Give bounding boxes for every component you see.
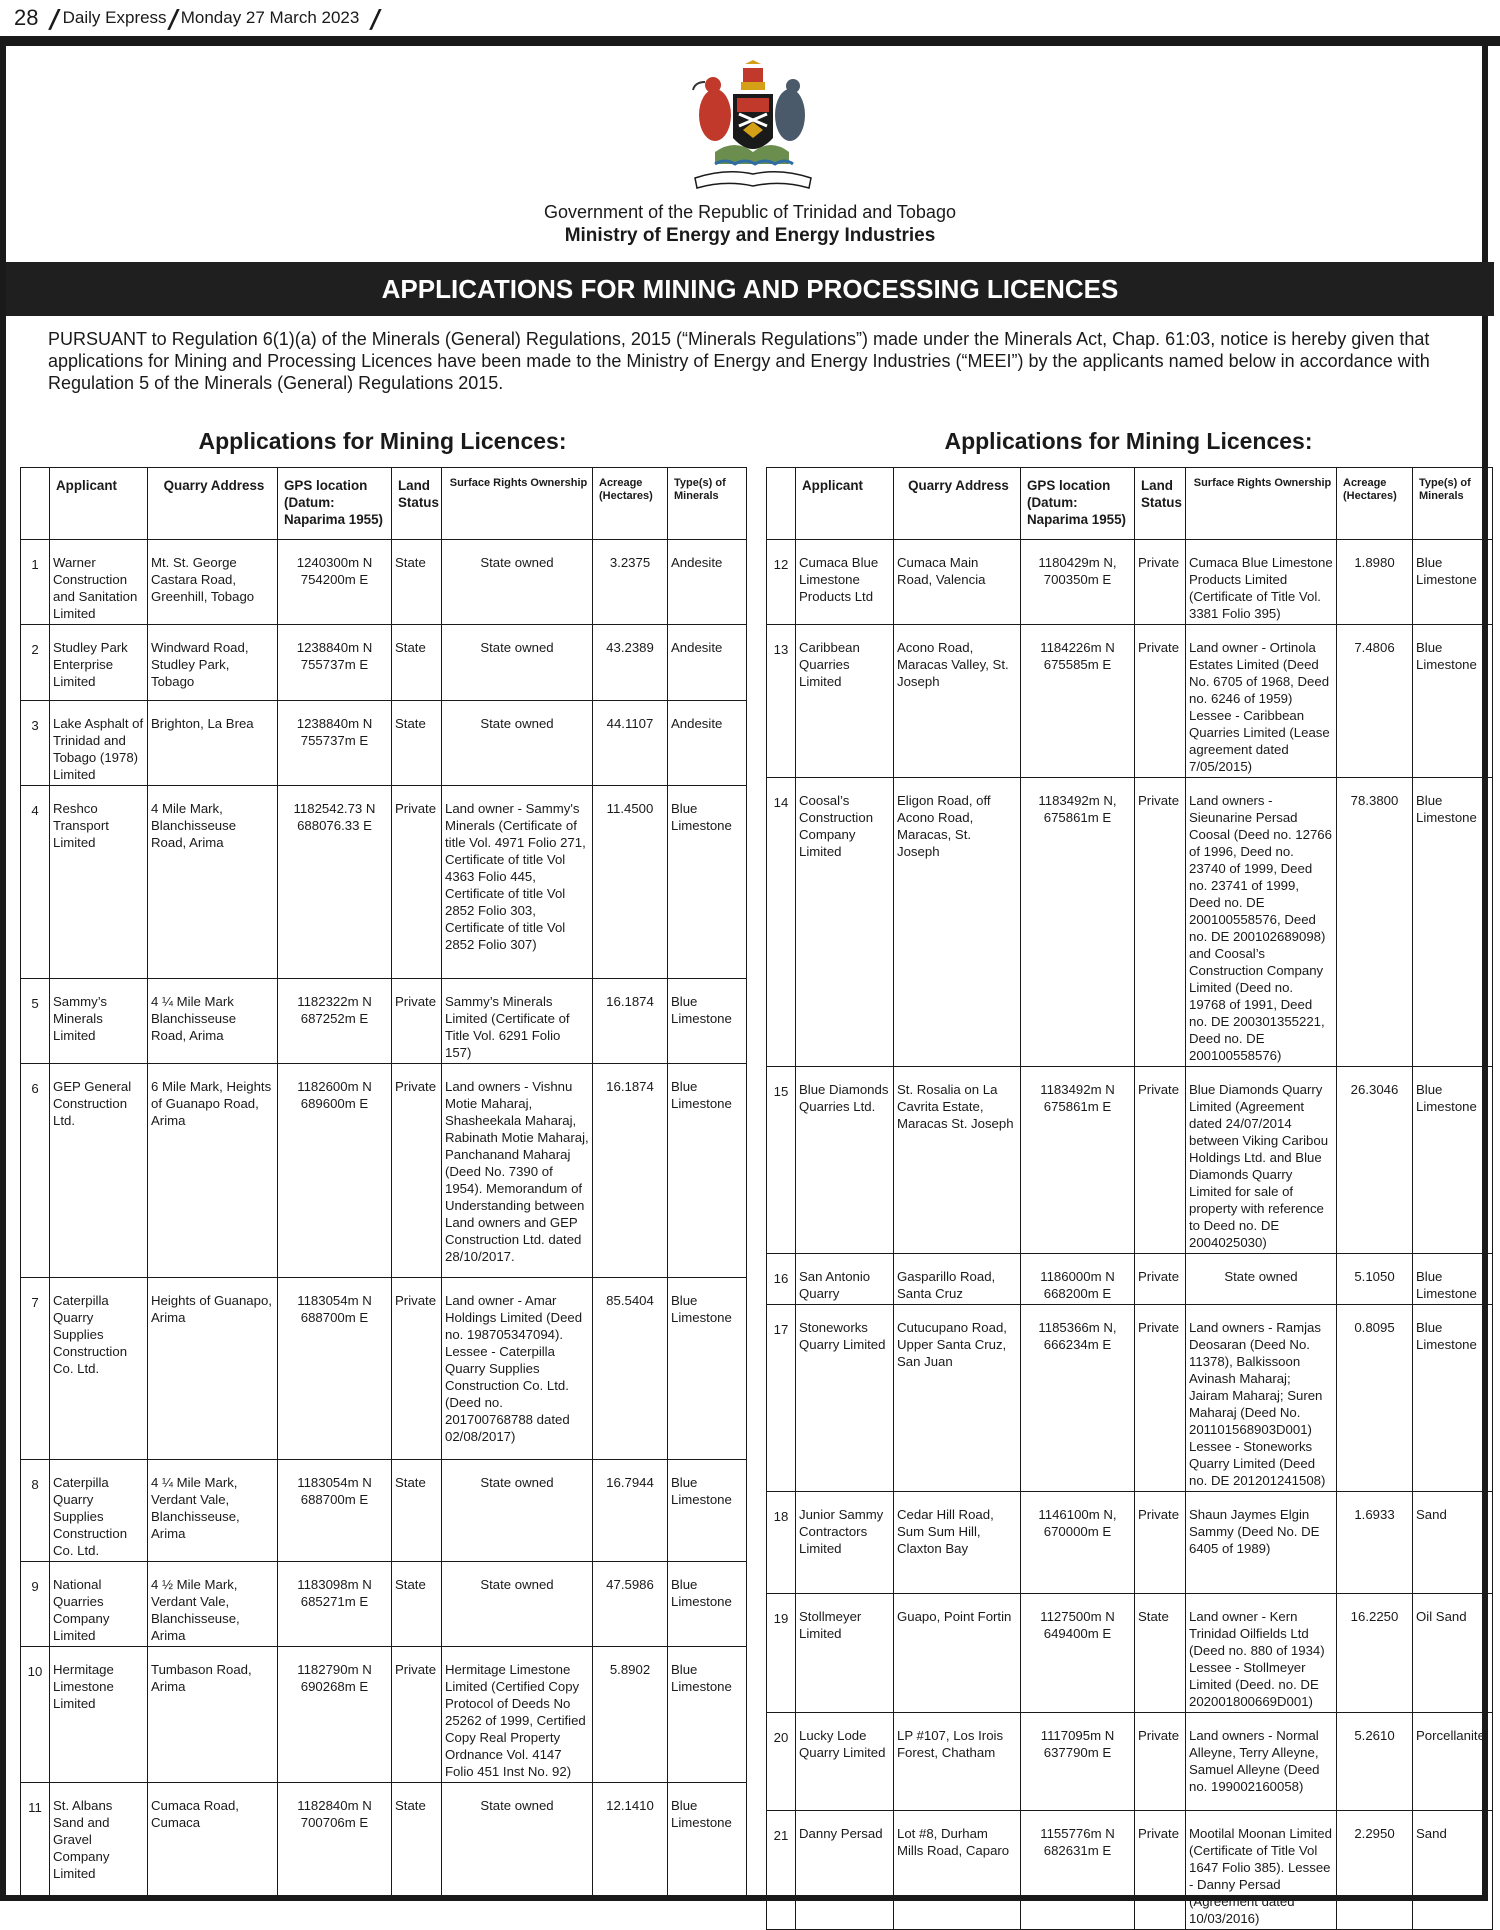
- table-row: [767, 1254, 1493, 1305]
- col-minerals: Type(s) of Minerals: [1413, 468, 1493, 540]
- acreage-cell: 11.4500: [593, 786, 668, 979]
- minerals-cell: Blue Limestone: [1413, 1067, 1493, 1254]
- row-number: 5: [21, 979, 50, 1064]
- surface-rights-cell: Land owners - Sieunarine Persad Coosal (Deed no. 12766 of 1996, Deed no. 23740 of 1999, Deed no. 23741 of 1999, Deed no. DE 200100558576, Deed no. DE 200102689098) and Coosal’s Construction Company Limited (Deed no. 19768 of 1991, Deed no. DE 200301355221, Deed no. DE 200100558576): [1186, 778, 1337, 1067]
- gps-cell: 1240300m N 754200m E: [278, 540, 392, 625]
- land-status-cell: Private: [1135, 1067, 1186, 1254]
- land-status-cell: Private: [1135, 1254, 1186, 1305]
- gps-cell: 1180429m N, 700350m E: [1021, 540, 1135, 625]
- applicant-cell: Reshco Transport Limited: [50, 786, 148, 979]
- address-cell: Cedar Hill Road, Sum Sum Hill, Claxton Bay: [894, 1492, 1021, 1594]
- surface-rights-cell: State owned: [442, 1562, 593, 1647]
- right-section-title: Applications for Mining Licences:: [944, 428, 1313, 454]
- applicant-cell: Lake Asphalt of Trinidad and Tobago (1978) Limited: [50, 701, 148, 786]
- publication-name: Daily Express: [62, 8, 167, 27]
- row-number: 2: [21, 625, 50, 701]
- surface-rights-cell: Cumaca Blue Limestone Products Limited (Certificate of Title Vol. 3381 Folio 395): [1186, 540, 1337, 625]
- row-number: 3: [21, 701, 50, 786]
- surface-rights-cell: Sammy’s Minerals Limited (Certificate of Title Vol. 6291 Folio 157): [442, 979, 593, 1064]
- col-surface-rights: Surface Rights Ownership: [1186, 468, 1337, 540]
- masthead: [0, 0, 1500, 36]
- col-number: [767, 468, 796, 540]
- col-applicant: Applicant: [50, 468, 148, 540]
- land-status-cell: Private: [1135, 1713, 1186, 1811]
- land-status-cell: State: [1135, 1594, 1186, 1713]
- table-row: [21, 786, 747, 979]
- minerals-cell: Blue Limestone: [668, 1647, 747, 1783]
- surface-rights-cell: State owned: [442, 1783, 593, 1900]
- minerals-cell: Blue Limestone: [1413, 1254, 1493, 1305]
- acreage-cell: 16.7944: [593, 1460, 668, 1562]
- row-number: 6: [21, 1064, 50, 1278]
- gps-cell: 1182600m N 689600m E: [278, 1064, 392, 1278]
- slash-icon: |: [46, 5, 65, 30]
- acreage-cell: 16.1874: [593, 1064, 668, 1278]
- applicant-cell: Lucky Lode Quarry Limited: [796, 1713, 894, 1811]
- applicant-cell: National Quarries Company Limited: [50, 1562, 148, 1647]
- address-cell: 6 Mile Mark, Heights of Guanapo Road, Arima: [148, 1064, 278, 1278]
- address-cell: Cutucupano Road, Upper Santa Cruz, San Juan: [894, 1305, 1021, 1492]
- minerals-cell: Blue Limestone: [668, 1064, 747, 1278]
- col-gps: GPS location (Datum: Naparima 1955): [1021, 468, 1135, 540]
- acreage-cell: 3.2375: [593, 540, 668, 625]
- address-cell: 4 ¼ Mile Mark, Verdant Vale, Blanchisseuse, Arima: [148, 1460, 278, 1562]
- applicant-cell: Caribbean Quarries Limited: [796, 625, 894, 778]
- minerals-cell: Sand: [1413, 1492, 1493, 1594]
- col-address: Quarry Address: [894, 468, 1021, 540]
- acreage-cell: 85.5404: [593, 1278, 668, 1460]
- row-number: 18: [767, 1492, 796, 1594]
- address-cell: Cumaca Main Road, Valencia: [894, 540, 1021, 625]
- gps-cell: 1182840m N 700706m E: [278, 1783, 392, 1900]
- land-status-cell: State: [392, 701, 442, 786]
- minerals-cell: Blue Limestone: [668, 786, 747, 979]
- gps-cell: 1184226m N 675585m E: [1021, 625, 1135, 778]
- table-row: [767, 625, 1493, 778]
- row-number: 11: [21, 1783, 50, 1900]
- col-gps: GPS location (Datum: Naparima 1955): [278, 468, 392, 540]
- surface-rights-cell: State owned: [442, 540, 593, 625]
- row-number: 21: [767, 1811, 796, 1930]
- acreage-cell: 5.2610: [1337, 1713, 1413, 1811]
- minerals-cell: Blue Limestone: [668, 1278, 747, 1460]
- row-number: 1: [21, 540, 50, 625]
- minerals-cell: Blue Limestone: [668, 979, 747, 1064]
- address-cell: Heights of Guanapo, Arima: [148, 1278, 278, 1460]
- land-status-cell: Private: [392, 786, 442, 979]
- applicant-cell: Coosal’s Construction Company Limited: [796, 778, 894, 1067]
- applicant-cell: Danny Persad: [796, 1811, 894, 1930]
- minerals-cell: Oil Sand: [1413, 1594, 1493, 1713]
- gps-cell: 1117095m N 637790m E: [1021, 1713, 1135, 1811]
- surface-rights-cell: Land owner - Amar Holdings Limited (Deed no. 198705347094). Lessee - Caterpilla Quarry Supplies Construction Co. Ltd. (Deed no. 201700768788 dated 02/08/2017): [442, 1278, 593, 1460]
- gps-cell: 1182322m N 687252m E: [278, 979, 392, 1064]
- surface-rights-cell: Land owner - Kern Trinidad Oilfields Ltd (Deed no. 880 of 1934) Lessee - Stollmeyer Limited (Deed. no. DE 202001800669D001): [1186, 1594, 1337, 1713]
- surface-rights-cell: Land owners - Vishnu Motie Maharaj, Shasheekala Maharaj, Rabinath Motie Maharaj, Panchanand Maharaj (Deed No. 7390 of 1954). Memorandum of Understanding between Land owners and GEP Construction Ltd. dated 28/10/2017.: [442, 1064, 593, 1278]
- surface-rights-cell: Shaun Jaymes Elgin Sammy (Deed No. DE 6405 of 1989): [1186, 1492, 1337, 1594]
- land-status-cell: State: [392, 1783, 442, 1900]
- surface-rights-cell: Land owner - Ortinola Estates Limited (Deed No. 6705 of 1968, Deed no. 6246 of 1959) Lessee - Caribbean Quarries Limited (Lease agreement dated 7/05/2015): [1186, 625, 1337, 778]
- land-status-cell: State: [392, 1562, 442, 1647]
- table-row: [767, 1811, 1493, 1930]
- row-number: 10: [21, 1647, 50, 1783]
- minerals-cell: Porcellanite: [1413, 1713, 1493, 1811]
- acreage-cell: 12.1410: [593, 1783, 668, 1900]
- table-row: [767, 1713, 1493, 1811]
- coat-of-arms-icon: [685, 60, 820, 200]
- applicant-cell: Stollmeyer Limited: [796, 1594, 894, 1713]
- col-land-status: Land Status: [1135, 468, 1186, 540]
- land-status-cell: State: [392, 625, 442, 701]
- surface-rights-cell: Blue Diamonds Quarry Limited (Agreement dated 24/07/2014 between Viking Caribou Holdings Ltd. and Blue Diamonds Quarry Limited for sale of property with reference to Deed no. DE 2004025030): [1186, 1067, 1337, 1254]
- col-land-status: Land Status: [392, 468, 442, 540]
- acreage-cell: 43.2389: [593, 625, 668, 701]
- applicant-cell: GEP General Construction Ltd.: [50, 1064, 148, 1278]
- notice-title: APPLICATIONS FOR MINING AND PROCESSING LICENCES: [381, 273, 1119, 304]
- land-status-cell: Private: [1135, 625, 1186, 778]
- surface-rights-cell: State owned: [442, 625, 593, 701]
- land-status-cell: Private: [392, 979, 442, 1064]
- table-row: [21, 1647, 747, 1783]
- land-status-cell: Private: [1135, 540, 1186, 625]
- notice-title-band: [6, 262, 1494, 316]
- applicant-cell: San Antonio Quarry: [796, 1254, 894, 1305]
- col-number: [21, 468, 50, 540]
- right-licence-table: [766, 467, 1493, 1930]
- address-cell: Guapo, Point Fortin: [894, 1594, 1021, 1713]
- acreage-cell: 7.4806: [1337, 625, 1413, 778]
- col-surface-rights: Surface Rights Ownership: [442, 468, 593, 540]
- government-name: Government of the Republic of Trinidad and Tobago: [544, 202, 956, 222]
- table-row: [767, 1305, 1493, 1492]
- acreage-cell: 2.2950: [1337, 1811, 1413, 1930]
- table-row: [21, 1460, 747, 1562]
- land-status-cell: Private: [392, 1647, 442, 1783]
- surface-rights-cell: Mootilal Moonan Limited (Certificate of Title Vol 1647 Folio 385). Lessee - Danny Persad (Agreement dated 10/03/2016): [1186, 1811, 1337, 1930]
- gps-cell: 1183492m N 675861m E: [1021, 1067, 1135, 1254]
- table-row: [767, 540, 1493, 625]
- row-number: 20: [767, 1713, 796, 1811]
- minerals-cell: Blue Limestone: [1413, 1305, 1493, 1492]
- address-cell: St. Rosalia on La Cavrita Estate, Maracas St. Joseph: [894, 1067, 1021, 1254]
- gps-cell: 1238840m N 755737m E: [278, 701, 392, 786]
- gps-cell: 1238840m N 755737m E: [278, 625, 392, 701]
- table-row: [767, 778, 1493, 1067]
- address-cell: Eligon Road, off Acono Road, Maracas, St. Joseph: [894, 778, 1021, 1067]
- surface-rights-cell: Land owners - Normal Alleyne, Terry Alleyne, Samuel Alleyne (Deed no. 199002160058): [1186, 1713, 1337, 1811]
- applicant-cell: Sammy’s Minerals Limited: [50, 979, 148, 1064]
- acreage-cell: 1.8980: [1337, 540, 1413, 625]
- table-row: [767, 1492, 1493, 1594]
- table-row: [21, 1064, 747, 1278]
- acreage-cell: 26.3046: [1337, 1067, 1413, 1254]
- land-status-cell: Private: [1135, 1305, 1186, 1492]
- land-status-cell: State: [392, 540, 442, 625]
- minerals-cell: Blue Limestone: [1413, 625, 1493, 778]
- acreage-cell: 0.8095: [1337, 1305, 1413, 1492]
- acreage-cell: 1.6933: [1337, 1492, 1413, 1594]
- acreage-cell: 16.1874: [593, 979, 668, 1064]
- address-cell: Acono Road, Maracas Valley, St. Joseph: [894, 625, 1021, 778]
- acreage-cell: 16.2250: [1337, 1594, 1413, 1713]
- address-cell: Mt. St. George Castara Road, Greenhill, Tobago: [148, 540, 278, 625]
- applicant-cell: Warner Construction and Sanitation Limited: [50, 540, 148, 625]
- gps-cell: 1146100m N, 670000m E: [1021, 1492, 1135, 1594]
- applicant-cell: Stoneworks Quarry Limited: [796, 1305, 894, 1492]
- land-status-cell: Private: [1135, 1811, 1186, 1930]
- row-number: 12: [767, 540, 796, 625]
- gps-cell: 1127500m N 649400m E: [1021, 1594, 1135, 1713]
- land-status-cell: Private: [1135, 1492, 1186, 1594]
- row-number: 13: [767, 625, 796, 778]
- slash-icon: |: [164, 5, 183, 30]
- applicant-cell: Caterpilla Quarry Supplies Construction Co. Ltd.: [50, 1460, 148, 1562]
- table-row: [21, 1783, 747, 1900]
- col-address: Quarry Address: [148, 468, 278, 540]
- slash-icon: |: [367, 5, 386, 30]
- table-row: [21, 701, 747, 786]
- gps-cell: 1183492m N, 675861m E: [1021, 778, 1135, 1067]
- table-row: [21, 979, 747, 1064]
- acreage-cell: 5.1050: [1337, 1254, 1413, 1305]
- applicant-cell: St. Albans Sand and Gravel Company Limited: [50, 1783, 148, 1900]
- minerals-cell: Sand: [1413, 1811, 1493, 1930]
- minerals-cell: Blue Limestone: [668, 1783, 747, 1900]
- gps-cell: 1186000m N 668200m E: [1021, 1254, 1135, 1305]
- acreage-cell: 78.3800: [1337, 778, 1413, 1067]
- land-status-cell: Private: [392, 1278, 442, 1460]
- gps-cell: 1182790m N 690268m E: [278, 1647, 392, 1783]
- table-row: [21, 540, 747, 625]
- minerals-cell: Blue Limestone: [668, 1562, 747, 1647]
- gps-cell: 1185366m N, 666234m E: [1021, 1305, 1135, 1492]
- col-minerals: Type(s) of Minerals: [668, 468, 747, 540]
- land-status-cell: State: [392, 1460, 442, 1562]
- left-section-title: Applications for Mining Licences:: [198, 428, 567, 454]
- table-row: [21, 1278, 747, 1460]
- acreage-cell: 47.5986: [593, 1562, 668, 1647]
- minerals-cell: Andesite: [668, 540, 747, 625]
- surface-rights-cell: Hermitage Limestone Limited (Certified Copy Protocol of Deeds No 25262 of 1999, Certified Copy Real Property Ordnance Vol. 4147 Folio 451 Inst No. 92): [442, 1647, 593, 1783]
- row-number: 14: [767, 778, 796, 1067]
- surface-rights-cell: State owned: [442, 1460, 593, 1562]
- address-cell: Gasparillo Road, Santa Cruz: [894, 1254, 1021, 1305]
- row-number: 8: [21, 1460, 50, 1562]
- applicant-cell: Cumaca Blue Limestone Products Ltd: [796, 540, 894, 625]
- minerals-cell: Blue Limestone: [1413, 778, 1493, 1067]
- publication-date: Monday 27 March 2023: [180, 8, 360, 27]
- row-number: 4: [21, 786, 50, 979]
- gps-cell: 1155776m N 682631m E: [1021, 1811, 1135, 1930]
- address-cell: Lot #8, Durham Mills Road, Caparo: [894, 1811, 1021, 1930]
- surface-rights-cell: Land owner - Sammy's Minerals (Certificate of title Vol. 4971 Folio 271, Certificate of title Vol 4363 Folio 445, Certificate of title Vol 2852 Folio 303, Certificate of title Vol 2852 Folio 307): [442, 786, 593, 979]
- surface-rights-cell: State owned: [1186, 1254, 1337, 1305]
- land-status-cell: Private: [392, 1064, 442, 1278]
- table-row: [21, 1562, 747, 1647]
- minerals-cell: Andesite: [668, 701, 747, 786]
- minerals-cell: Blue Limestone: [668, 1460, 747, 1562]
- address-cell: Cumaca Road, Cumaca: [148, 1783, 278, 1900]
- gps-cell: 1183054m N 688700m E: [278, 1460, 392, 1562]
- applicant-cell: Caterpilla Quarry Supplies Construction Co. Ltd.: [50, 1278, 148, 1460]
- surface-rights-cell: Land owners - Ramjas Deosaran (Deed No. 11378), Balkissoon Avinash Maharaj; Jairam Maharaj; Suren Maharaj (Deed No. 201101568903D001) Lessee - Stoneworks Quarry Limited (Deed no. DE 201201241508): [1186, 1305, 1337, 1492]
- row-number: 16: [767, 1254, 796, 1305]
- row-number: 7: [21, 1278, 50, 1460]
- table-row: [767, 1067, 1493, 1254]
- surface-rights-cell: State owned: [442, 701, 593, 786]
- applicant-cell: Blue Diamonds Quarries Ltd.: [796, 1067, 894, 1254]
- table-row: [767, 1594, 1493, 1713]
- row-number: 19: [767, 1594, 796, 1713]
- table-header-row: [767, 468, 1493, 540]
- col-acreage: Acreage (Hectares): [1337, 468, 1413, 540]
- table-header-row: [21, 468, 747, 540]
- minerals-cell: Andesite: [668, 625, 747, 701]
- table-row: [21, 625, 747, 701]
- intro-paragraph: PURSUANT to Regulation 6(1)(a) of the Minerals (General) Regulations, 2015 (“Minerals Regulations”) made under the Minerals Act, Chap. 61:03, notice is hereby given that applications for Mining and Processing Licences have been made to the Ministry of Energy and Energy Industries (“MEEI”) by the applicants named below in accordance with Regulation 5 of the Minerals (General) Regulations 2015.: [48, 329, 1430, 393]
- applicant-cell: Studley Park Enterprise Limited: [50, 625, 148, 701]
- applicant-cell: Hermitage Limestone Limited: [50, 1647, 148, 1783]
- acreage-cell: 44.1107: [593, 701, 668, 786]
- address-cell: 4 ½ Mile Mark, Verdant Vale, Blanchisseuse, Arima: [148, 1562, 278, 1647]
- col-applicant: Applicant: [796, 468, 894, 540]
- applicant-cell: Junior Sammy Contractors Limited: [796, 1492, 894, 1594]
- page-number: 28: [14, 5, 39, 30]
- row-number: 9: [21, 1562, 50, 1647]
- address-cell: 4 ¼ Mile Mark Blanchisseuse Road, Arima: [148, 979, 278, 1064]
- minerals-cell: Blue Limestone: [1413, 540, 1493, 625]
- address-cell: LP #107, Los Irois Forest, Chatham: [894, 1713, 1021, 1811]
- ministry-name: Ministry of Energy and Energy Industries: [564, 225, 936, 246]
- gps-cell: 1183098m N 685271m E: [278, 1562, 392, 1647]
- address-cell: Brighton, La Brea: [148, 701, 278, 786]
- gps-cell: 1182542.73 N 688076.33 E: [278, 786, 392, 979]
- address-cell: Windward Road, Studley Park, Tobago: [148, 625, 278, 701]
- address-cell: 4 Mile Mark, Blanchisseuse Road, Arima: [148, 786, 278, 979]
- row-number: 15: [767, 1067, 796, 1254]
- col-acreage: Acreage (Hectares): [593, 468, 668, 540]
- gps-cell: 1183054m N 688700m E: [278, 1278, 392, 1460]
- left-licence-table: [20, 467, 747, 1900]
- acreage-cell: 5.8902: [593, 1647, 668, 1783]
- row-number: 17: [767, 1305, 796, 1492]
- address-cell: Tumbason Road, Arima: [148, 1647, 278, 1783]
- land-status-cell: Private: [1135, 778, 1186, 1067]
